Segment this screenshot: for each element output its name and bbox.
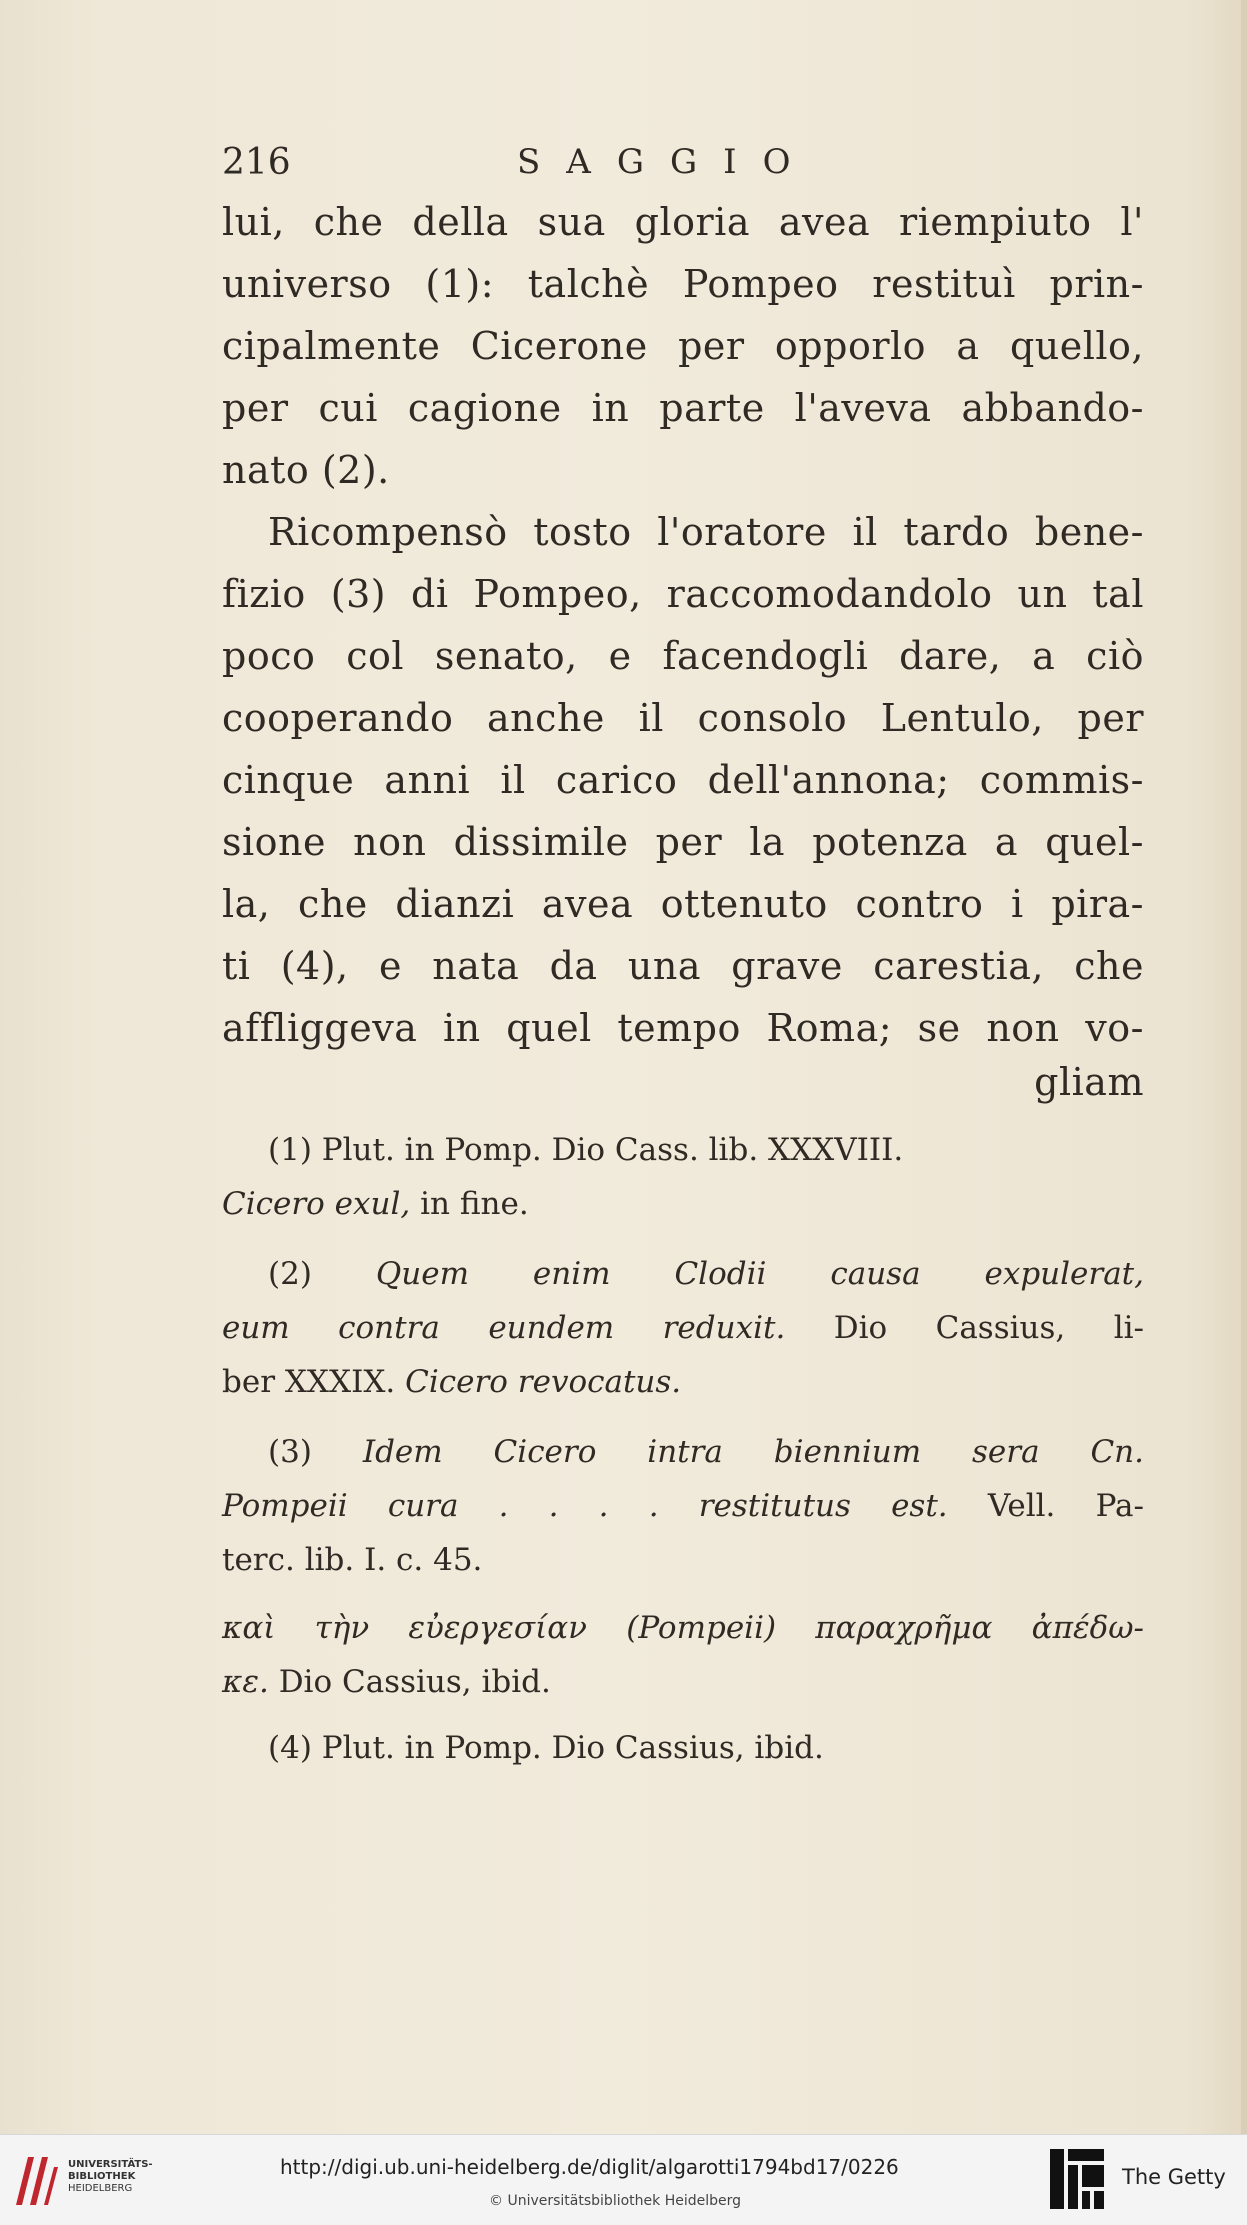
university-library-name — [68, 2159, 153, 2195]
viewer-footer — [0, 2134, 1247, 2225]
body-line: cooperando anche il consolo Lentulo, per — [222, 696, 1144, 740]
permalink-url[interactable]: http://digi.ub.uni-heidelberg.de/diglit/algarotti1794bd17/0226 — [280, 2155, 899, 2179]
footnote-marker: (4) — [268, 1730, 312, 1766]
footnote-italic: Quem enim Clodii causa expulerat, — [375, 1256, 1144, 1292]
body-line: cipalmente Cicerone per opporlo a quello, — [222, 324, 1144, 368]
footnote-marker: (2) — [268, 1256, 312, 1292]
footnote-text: Plut. in Pomp. Dio Cass. lib. XXXVIII. — [321, 1132, 904, 1168]
page-number: 216 — [222, 142, 291, 183]
getty-name: The Getty — [1122, 2165, 1226, 2189]
university-library-logo-icon[interactable] — [12, 2153, 60, 2209]
footnote-text: Plut. in Pomp. Dio Cassius, ibid. — [321, 1730, 824, 1766]
body-line: lui, che della sua gloria avea riempiuto l' — [222, 200, 1144, 244]
footnote-marker: (1) — [268, 1132, 312, 1168]
body-line: fizio (3) di Pompeo, raccomodandolo un tal — [222, 572, 1144, 616]
running-title: SAGGIO — [517, 142, 817, 182]
library-name-line: BIBLIOTHEK — [68, 2171, 136, 2182]
body-line: per cui cagione in parte l'aveva abbando- — [222, 386, 1144, 430]
greek-text: καὶ τὴν εὐεργεσίαν ( — [222, 1610, 639, 1646]
footnote-3-greek-line-2 — [222, 1664, 1144, 1700]
footnote-text: in fine. — [420, 1186, 529, 1222]
footnote-2-line-1 — [268, 1256, 1144, 1292]
body-line: affliggeva in quel tempo Roma; se non vo- — [222, 1006, 1144, 1050]
footnote-italic: Pompeii — [638, 1610, 764, 1646]
footnote-1-line-2 — [222, 1186, 1144, 1222]
footnote-italic: eum contra eundem reduxit. — [222, 1310, 786, 1346]
copyright-notice: © Universitätsbibliothek Heidelberg — [489, 2193, 742, 2209]
footnote-3-greek-line-1 — [222, 1610, 1144, 1646]
library-name-line: UNIVERSITÄTS- — [68, 2159, 153, 2170]
footnote-3-line-3: terc. lib. I. c. 45. — [222, 1542, 483, 1578]
footnote-1-line-1 — [268, 1132, 1144, 1168]
body-line: Ricompensò tosto l'oratore il tardo bene- — [268, 510, 1144, 554]
footnote-3-line-1 — [268, 1434, 1144, 1470]
footnote-4 — [268, 1730, 1144, 1766]
footnote-text: Dio Cassius, ibid. — [278, 1664, 551, 1700]
page-edge — [1241, 0, 1247, 2134]
getty-logo-icon[interactable] — [1050, 2149, 1104, 2209]
body-line: universo (1): talchè Pompeo restituì prin- — [222, 262, 1144, 306]
body-line: nato (2). — [222, 448, 390, 492]
footnote-text: Dio Cassius, li- — [833, 1310, 1144, 1346]
body-line: sione non dissimile per la potenza a quel- — [222, 820, 1144, 864]
footnote-italic: Pompeii cura . . . . restitutus est. — [222, 1488, 948, 1524]
footnote-2-line-2 — [222, 1310, 1144, 1346]
footnote-2-line-3 — [222, 1364, 1144, 1400]
footnote-text: Vell. Pa- — [987, 1488, 1144, 1524]
footnote-3-line-2 — [222, 1488, 1144, 1524]
greek-text: κε. — [222, 1664, 269, 1700]
greek-text: ) παραχρῆμα ἀπέδω- — [764, 1610, 1144, 1646]
footnote-italic: Idem Cicero intra biennium sera Cn. — [362, 1434, 1145, 1470]
body-line: poco col senato, e facendogli dare, a ciò — [222, 634, 1144, 678]
footnote-italic: Cicero exul, — [222, 1186, 411, 1222]
body-line: cinque anni il carico dell'annona; commis- — [222, 758, 1144, 802]
footnote-italic: Cicero revocatus. — [405, 1364, 682, 1400]
body-line: ti (4), e nata da una grave carestia, che — [222, 944, 1144, 988]
catchword: gliam — [1034, 1060, 1144, 1104]
body-line: la, che dianzi avea ottenuto contro i pira- — [222, 882, 1144, 926]
footnote-marker: (3) — [268, 1434, 312, 1470]
library-name-line: HEIDELBERG — [68, 2183, 133, 2194]
footnote-text: ber XXXIX. — [222, 1364, 396, 1400]
